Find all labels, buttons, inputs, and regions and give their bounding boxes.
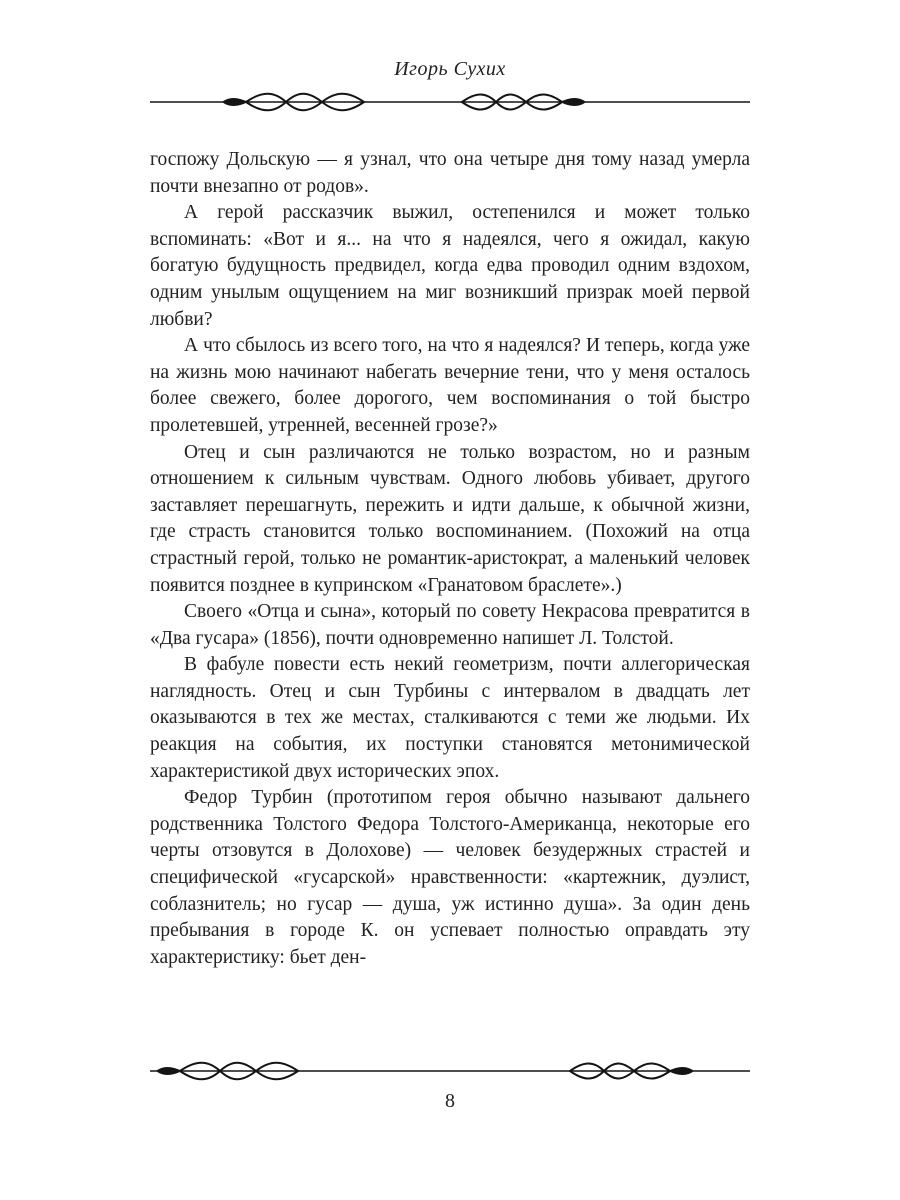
body-paragraph: Своего «Отца и сына», который по совету Некрасова превратится в «Два гусара» (1856), почти одновременно напишет Л. Толстой. <box>150 601 750 649</box>
body-paragraph: А герой рассказчик выжил, остепенился и может только вспоминать: «Вот и я... на что я надеялся, чего я ожидал, какую богатую будущность предвидел, когда едва проводил одним вздохом, одним унылым ощущением на миг возникший призрак моей первой любви? <box>150 202 750 330</box>
body-paragraph: Федор Турбин (прототипом героя обычно называют дальнего родственника Толстого Федора Толстого-Американца, некоторые его черты отзовутся в Долохове) — человек безудержных страстей и специфической «гусарской» нравственности: «картежник, дуэлист, соблазнитель; но гусар — душа, уж истинно душа». За один день пребывания в городе К. он успевает полностью оправдать эту характеристику: бьет ден- <box>150 787 750 968</box>
page-number: 8 <box>445 1090 455 1112</box>
body-paragraph: В фабуле повести есть некий геометризм, почти аллегорическая наглядность. Отец и сын Турбины с интервалом в двадцать лет оказываются в тех же местах, сталкиваются с теми же людьми. Их реакция на события, их поступки становятся метонимической характеристикой двух исторических эпох. <box>150 654 750 782</box>
body-paragraph: госпожу Дольскую — я узнал, что она четыре дня тому назад умерла почти внезапно от родов». <box>150 149 750 197</box>
body-paragraph: А что сбылось из всего того, на что я надеялся? И теперь, когда уже на жизнь мою начинают набегать вечерние тени, что у меня осталось более свежего, более дорогого, чем воспоминания о той быстро пролетевшей, утренней, весенней грозе?» <box>150 335 750 436</box>
page-footer <box>0 1058 900 1113</box>
running-head-author: Игорь Сухих <box>394 58 506 80</box>
book-page <box>150 0 750 971</box>
body-paragraph: Отец и сын различаются не только возрастом, но и разным отношением к сильным чувствам. Одного любовь убивает, другого заставляет перешагнуть, пережить и идти дальше, к обычной жизни, где страсть становится только воспоминанием. (Похожий на отца страстный герой, только не романтик-аристократ, а маленький человек появится позднее в купринском «Гранатовом браслете».) <box>150 441 750 596</box>
top-divider-ornament-icon <box>150 89 750 115</box>
bottom-divider-ornament-icon <box>150 1058 750 1084</box>
body-text-block <box>150 147 750 971</box>
